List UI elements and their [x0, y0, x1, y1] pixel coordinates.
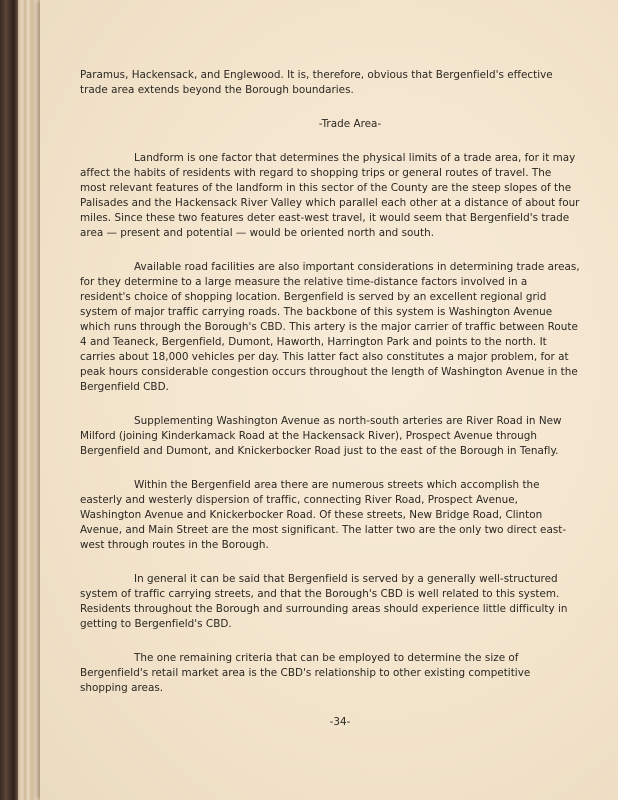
paragraph-landform: Landform is one factor that determines the physical limits of a trade area, for it may affect the habits of residents with regard to shopping trips or general routes of travel. The most relevant features of the landform in this sector of the County are the steep slopes of the Palisades and the Hackensack River Valley which parallel each other at a distance of about four miles. Since these two features deter east-west travel, it would seem that Bergenfield's trade area — present and potential — would be oriented north and south. — [80, 152, 580, 239]
document-page — [40, 0, 618, 800]
paragraph-competitive-areas: The one remaining criteria that can be employed to determine the size of Bergenfield's retail market area is the CBD's relationship to other existing competitive shopping areas. — [80, 652, 531, 694]
section-heading: -Trade Area- — [318, 118, 382, 130]
paragraph-intro: Paramus, Hackensack, and Englewood. It is, therefore, obvious that Bergenfield's effective trade area extends beyond the Borough boundaries. — [80, 69, 553, 96]
page-content — [80, 68, 580, 730]
paragraph-north-south-arteries: Supplementing Washington Avenue as north-south arteries are River Road in New Milford (joining Kinderkamack Road at the Hackensack River), Prospect Avenue through Bergenfield and Dumont, and Knickerbocker Road just to the east of the Borough in Tenafly. — [80, 415, 562, 457]
paragraph-street-system: In general it can be said that Bergenfield is served by a generally well-structured system of traffic carrying streets, and that the Borough's CBD is well related to this system. Residents throughout the Borough and surrounding areas should experience little difficulty in getting to Bergenfield's CBD. — [80, 573, 568, 630]
paragraph-road-facilities: Available road facilities are also important considerations in determining trade areas, for they determine to a large measure the relative time-distance factors involved in a resident's choice of shopping location. Bergenfield is served by an excellent regional grid system of major traffic carrying roads. The backbone of this system is Washington Avenue which runs through the Borough's CBD. This artery is the major carrier of traffic between Route 4 and Teaneck, Bergenfield, Dumont, Haworth, Harrington Park and points to the north. It carries about 18,000 vehicles per day. This latter fact also constitutes a major problem, for at peak hours considerable congestion occurs throughout the length of Washington Avenue in the Bergenfield CBD. — [80, 261, 580, 393]
page-number: -34- — [329, 716, 351, 728]
paragraph-east-west-streets: Within the Bergenfield area there are numerous streets which accomplish the easterly and westerly dispersion of traffic, connecting River Road, Prospect Avenue, Washington Avenue and Knickerbocker Road. Of these streets, New Bridge Road, Clinton Avenue, and Main Street are the most significant. The latter two are the only two direct east-west through routes in the Borough. — [80, 479, 567, 551]
